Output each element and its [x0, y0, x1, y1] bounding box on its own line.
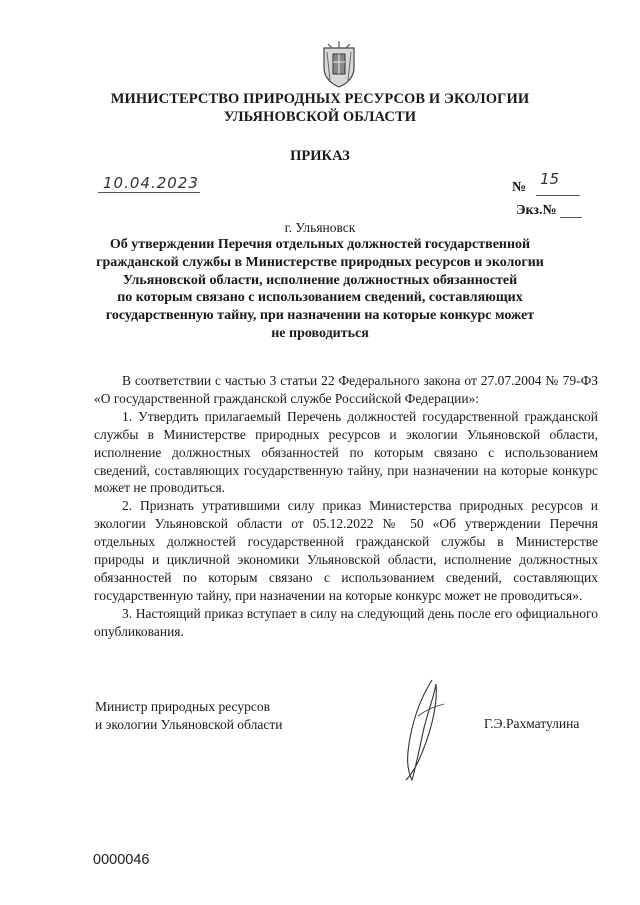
order-number-label: № [512, 180, 527, 195]
number-underline [536, 195, 580, 196]
subject-line: Об утверждении Перечня отдельных должностей государственной [109, 237, 531, 252]
clause-1-paragraph: 1. Утвердить прилагаемый Перечень должностей государственной гражданской службы в Министерстве природных ресурсов и экологии Ульяновской области, исполнение должностных обязанностей по которым связано с использованием сведений, составляющих государственную тайну, при назначении на которые конкурс может не проводиться. [94, 408, 598, 496]
preamble-paragraph: В соответствии с частью 3 статьи 22 Федерального закона от 27.07.2004 № 79-ФЗ «О государственной гражданской службе Российской Федерации»: [94, 373, 598, 406]
position-line-1: Министр природных ресурсов [95, 699, 270, 714]
document-type: ПРИКАЗ [290, 148, 350, 164]
subject-line: не проводиться [271, 325, 369, 341]
ministry-line-1: МИНИСТЕРСТВО ПРИРОДНЫХ РЕСУРСОВ И ЭКОЛОГИИ [110, 91, 530, 107]
ministry-name [0, 90, 640, 126]
clause-3-paragraph: 3. Настоящий приказ вступает в силу на следующий день после его официального опубликования. [94, 605, 598, 639]
order-date: 10.04.2023 [103, 174, 199, 192]
subject-line: Ульяновской области, исполнение должностных обязанностей [122, 272, 518, 288]
place-of-issue: г. Ульяновск [284, 220, 356, 235]
subject-line: государственную тайну, при назначении на которые конкурс может [105, 308, 535, 324]
signatory-name: Г.Э.Рахматулина [484, 716, 580, 731]
date-underline [98, 192, 200, 193]
handwritten-signature [392, 676, 452, 786]
ministry-line-2: УЛЬЯНОВСКОЙ ОБЛАСТИ [223, 109, 417, 125]
position-line-2: и экологии Ульяновской области [95, 717, 283, 732]
order-number: 15 [540, 170, 560, 188]
clause-2-paragraph: 2. Признать утратившими силу приказ Министерства природных ресурсов и экологии Ульяновской области от 05.12.2022 № 50 «Об утверждении Перечня отдельных должностей государственной гражданской службы в Министерстве природы и цикличной экономики Ульяновской области, исполнение должностных обязанностей по которым связано с использованием сведений, составляющих государственную тайну, при назначении на которые конкурс может не проводиться». [94, 498, 598, 603]
subject-line: гражданской службы в Министерстве природных ресурсов и экологии [96, 254, 544, 270]
copy-number-underline [560, 217, 582, 218]
copy-number-label: Экз.№ [516, 203, 557, 218]
signatory-position [95, 698, 282, 734]
subject-line: по которым связано с использованием сведений, составляющих [117, 290, 523, 306]
document-serial-number: 0000046 [93, 852, 150, 868]
order-subject [0, 236, 640, 343]
coat-of-arms-emblem [318, 40, 360, 88]
order-body [94, 372, 598, 641]
